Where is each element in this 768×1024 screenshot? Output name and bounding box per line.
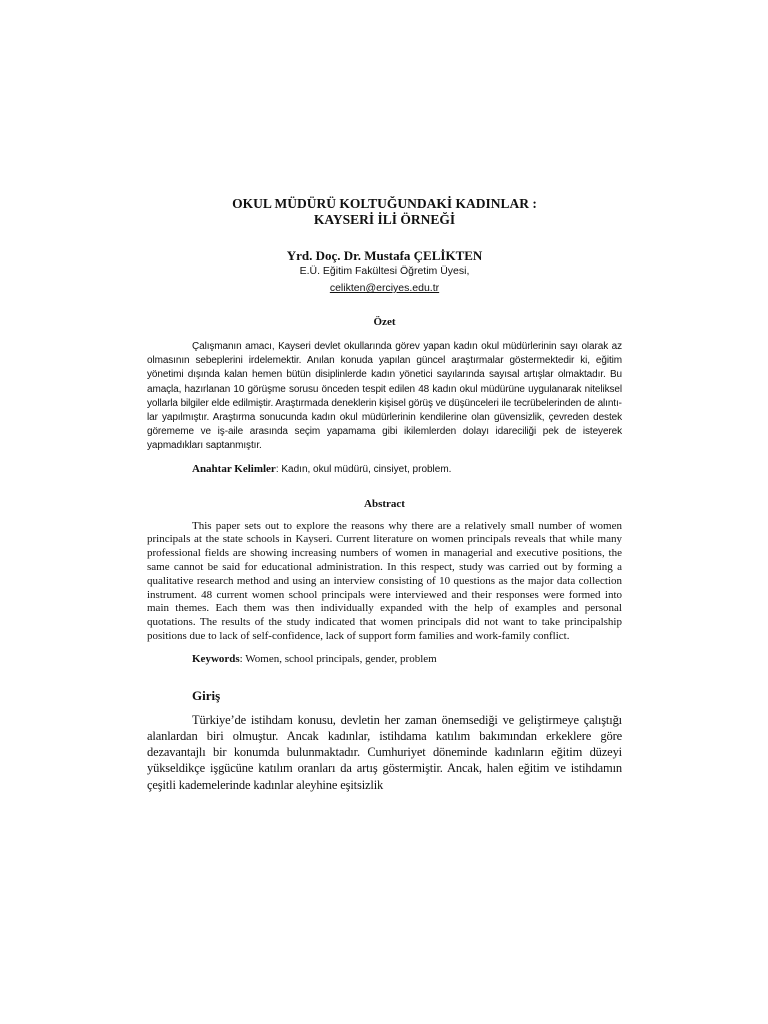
abstract-heading: Abstract (364, 497, 405, 510)
ozet-heading: Özet (373, 316, 396, 328)
abstract-keywords (192, 652, 622, 666)
giris-heading: Giriş (192, 687, 221, 703)
paper-title (147, 196, 622, 228)
abstract-keywords-label: Keywords (192, 652, 240, 665)
author-email-link[interactable]: celikten@erciyes.edu.tr (329, 282, 440, 294)
author-affiliation: E.Ü. Eğitim Fakültesi Öğretim Üyesi, (299, 265, 470, 277)
abstract-keywords-text: : Women, school principals, gender, problem (239, 652, 437, 665)
ozet-keywords-text: : Kadın, okul müdürü, cinsiyet, problem. (275, 463, 452, 475)
abstract-paragraph: This paper sets out to explore the reasons why there are a relatively small number of women principals at the state schools in Kayseri. Current literature on women principals reveals that while many professional fields are showing increasing numbers of women in managerial and executive positions, the same cannot be said for educational administration. In this respect, study was carried out by forming a qualitative research method and using an interview consisting of 10 questions as the major data collection instrument. 48 current women school principals were interviewed and their responses were formed into main themes. Each them was then individually expanded with the help of examples and personal quotations. The results of the study indicated that women principals did not want to take principalship positions due to lack of self-confidence, lack of support form families and work-family conflict. (147, 519, 622, 642)
ozet-paragraph: Çalışmanın amacı, Kayseri devlet okullarında görev yapan kadın okul müdürlerinin sayı olarak az olmasının sebeplerini irdelemektir. Anılan konuda yapılan güncel araştırmalar göstermektedir ki, eğitim yönetimi dışında kalan hemen bütün disiplinlerde kadın yönetici sayılarında sayısal artışlar olmaktadır. Bu amaçla, hazırlanan 10 görüşme sorusu önceden tespit edilen 48 kadın okul müdürüne uygulanarak niteliksel yollarla bilgiler elde edilmiştir. Araştırmada deneklerin kişisel görüş ve düşünceleri ile tecrübelerinden de alıntılar yapılmıştır. Araştırma sonucunda kadın okul müdürlerinin kendilerine olan güvensizlik, çevreden destek görememe ve iş-aile arasında seçim yapamama gibi ikilemlerden dolayı idareciliği pek de isteyerek yapmadıkları saptanmıştır. (147, 341, 622, 452)
title-line-2: KAYSERİ İLİ ÖRNEĞİ (313, 212, 456, 227)
author-name: Yrd. Doç. Dr. Mustafa ÇELİKTEN (286, 248, 483, 263)
author-block (147, 248, 622, 296)
ozet-keywords-label: Anahtar Kelimler (192, 462, 276, 475)
giris-paragraph: Türkiye’de istihdam konusu, devletin her zaman önemsediği ve geliştirmeye çalıştığı alanlardan biri olmuştur. Ancak kadınlar, istihdama katılım bakımından erkeklere göre dezavantajlı bir konumda bulunmaktadır. Cumhuriyet döneminde kadınların eğitim düzeyi yükseldikçe işgücüne katılım oranları da artış göstermiştir. Ancak, halen eğitim ve istihdamın çeşitli kademelerinde kadınlar aleyhine eşitsizlik (147, 712, 622, 792)
ozet-keywords (192, 462, 622, 477)
paper-page (147, 196, 622, 793)
title-line-1: OKUL MÜDÜRÜ KOLTUĞUNDAKİ KADINLAR : (232, 196, 537, 211)
